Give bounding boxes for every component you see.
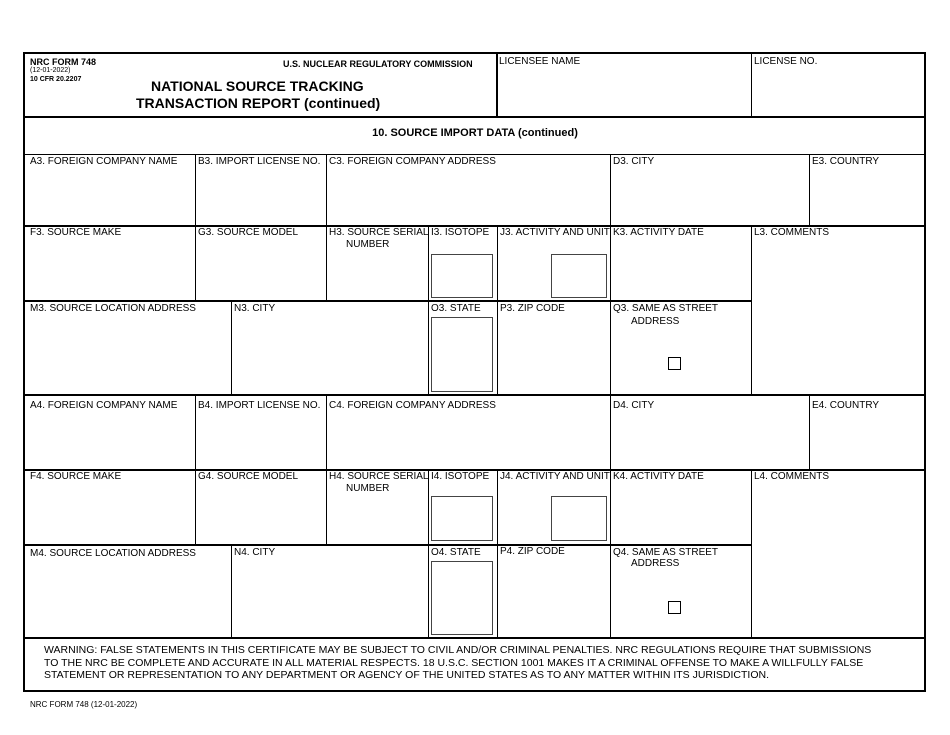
g3-row2-rule — [24, 300, 751, 302]
form-date: (12-01-2022) — [30, 67, 71, 74]
g4-activity-date-label: K4. ACTIVITY DATE — [613, 471, 704, 482]
g3-source-serial-field[interactable] — [328, 253, 426, 298]
g4-foreign-company-name-label: A4. FOREIGN COMPANY NAME — [30, 400, 178, 411]
g3-row1-divider-3 — [610, 154, 611, 225]
g3-location-city-label: N3. CITY — [234, 303, 276, 314]
g4-city-label: D4. CITY — [613, 400, 655, 411]
licensee-name-label: LICENSEE NAME — [499, 56, 581, 67]
g4-row1-divider-3 — [610, 395, 611, 469]
g3-row2-divider-4 — [497, 226, 498, 300]
g3-import-license-field[interactable] — [197, 170, 324, 224]
g4-source-serial-label: H4. SOURCE SERIAL — [329, 471, 429, 482]
g3-country-label: E3. COUNTRY — [812, 156, 880, 167]
g4-state-label: O4. STATE — [431, 547, 481, 558]
g4-row1-divider-2 — [326, 395, 327, 469]
g4-activity-unit-label: J4. ACTIVITY AND UNIT — [500, 471, 610, 482]
warning-text-line1: WARNING: FALSE STATEMENTS IN THIS CERTIFICATE MAY BE SUBJECT TO CIVIL AND/OR CRIMINAL PENALTIES. NRC REGULATIONS REQUIRE THAT SUBMISSIONS — [44, 644, 872, 656]
g4-source-location-field[interactable] — [25, 562, 229, 635]
g4-source-make-label: F4. SOURCE MAKE — [30, 471, 122, 482]
g3-zip-field[interactable] — [499, 317, 608, 392]
header-divider-2 — [751, 53, 752, 117]
g3-zip-label: P3. ZIP CODE — [500, 303, 565, 314]
warning-top-rule — [24, 637, 926, 639]
g3-source-make-label: F3. SOURCE MAKE — [30, 227, 122, 238]
g3-state-field[interactable] — [431, 317, 493, 392]
g4-comments-label: L4. COMMENTS — [754, 471, 830, 482]
g3-row1-divider-2 — [326, 154, 327, 225]
footer-form-id: NRC FORM 748 (12-01-2022) — [30, 700, 138, 709]
g3-row1-divider-4 — [809, 154, 810, 225]
g4-city-field[interactable] — [612, 414, 807, 468]
g3-row2-divider-5 — [610, 226, 611, 394]
g3-same-as-street-label: Q3. SAME AS STREET — [613, 303, 719, 314]
cfr-reference: 10 CFR 20.2207 — [30, 76, 82, 83]
g4-country-field[interactable] — [811, 414, 923, 468]
g4-row3-divider-1 — [231, 545, 232, 637]
g4-location-city-field[interactable] — [233, 562, 426, 635]
g4-row2-divider-5 — [610, 470, 611, 637]
g3-location-city-field[interactable] — [233, 317, 426, 392]
g4-foreign-company-address-field[interactable] — [328, 414, 608, 468]
g4-row3-divider-2 — [428, 545, 429, 637]
g3-same-as-street-checkbox[interactable] — [668, 357, 681, 370]
g3-source-make-field[interactable] — [25, 241, 193, 298]
g4-row2-rule — [24, 544, 751, 546]
g3-row2-divider-1 — [195, 226, 196, 300]
g3-foreign-company-address-field[interactable] — [328, 170, 608, 224]
g3-city-label: D3. CITY — [613, 156, 655, 167]
g3-foreign-company-name-field[interactable] — [25, 170, 193, 224]
g4-foreign-company-address-label: C4. FOREIGN COMPANY ADDRESS — [329, 400, 496, 411]
g3-row3-divider-2 — [428, 301, 429, 394]
g3-source-serial-label-2: NUMBER — [346, 239, 390, 250]
agency-name: U.S. NUCLEAR REGULATORY COMMISSION — [283, 59, 473, 69]
g3-country-field[interactable] — [811, 170, 923, 224]
g3-row2-divider-6 — [751, 226, 752, 394]
section-title: 10. SOURCE IMPORT DATA (continued) — [372, 127, 578, 139]
form-title-line2: TRANSACTION REPORT (continued) — [136, 95, 381, 111]
g4-row3-divider-3 — [497, 545, 498, 637]
g4-row2-divider-4 — [497, 470, 498, 544]
g3-state-label: O3. STATE — [431, 303, 481, 314]
g4-import-license-label: B4. IMPORT LICENSE NO. — [198, 400, 321, 411]
g4-source-model-field[interactable] — [197, 485, 324, 542]
g3-activity-unit-label: J3. ACTIVITY AND UNIT — [500, 227, 610, 238]
license-no-label: LICENSE NO. — [754, 56, 818, 67]
group-separator-rule — [24, 394, 926, 396]
g3-import-license-label: B3. IMPORT LICENSE NO. — [198, 156, 321, 167]
g3-source-model-label: G3. SOURCE MODEL — [198, 227, 299, 238]
g4-zip-label: P4. ZIP CODE — [500, 546, 565, 557]
warning-text-line2: TO THE NRC BE COMPLETE AND ACCURATE IN ALL MATERIAL RESPECTS. 18 U.S.C. SECTION 1001 MAKES IT A CRIMINAL OFFENSE TO MAKE A WILLFULLY FALSE — [44, 657, 864, 669]
g3-comments-field[interactable] — [753, 241, 923, 391]
g4-source-serial-label-2: NUMBER — [346, 483, 390, 494]
g3-row3-divider-1 — [231, 301, 232, 394]
g4-location-city-label: N4. CITY — [234, 547, 276, 558]
g4-row1-divider-1 — [195, 395, 196, 469]
g4-same-as-street-checkbox[interactable] — [668, 601, 681, 614]
g4-row2-divider-6 — [751, 470, 752, 637]
g3-activity-unit-field[interactable] — [551, 254, 607, 298]
form-title-line1: NATIONAL SOURCE TRACKING — [151, 78, 364, 94]
g3-source-location-label: M3. SOURCE LOCATION ADDRESS — [30, 303, 196, 314]
licensee-name-field[interactable] — [498, 70, 750, 114]
g3-source-location-field[interactable] — [25, 317, 229, 392]
g3-activity-date-label: K3. ACTIVITY DATE — [613, 227, 704, 238]
g4-comments-field[interactable] — [753, 485, 923, 635]
g4-row2-divider-1 — [195, 470, 196, 544]
g4-country-label: E4. COUNTRY — [812, 400, 880, 411]
section-title-rule — [24, 154, 926, 155]
g3-comments-label: L3. COMMENTS — [754, 227, 830, 238]
g3-row3-divider-3 — [497, 301, 498, 394]
g4-activity-unit-field[interactable] — [551, 496, 607, 541]
g4-row1-divider-4 — [809, 395, 810, 469]
g4-zip-field[interactable] — [499, 561, 608, 635]
header-bottom-rule — [24, 116, 926, 118]
g3-foreign-company-address-label: C3. FOREIGN COMPANY ADDRESS — [329, 156, 496, 167]
g3-source-model-field[interactable] — [197, 241, 324, 298]
g4-same-as-street-label: Q4. SAME AS STREET — [613, 547, 719, 558]
g3-foreign-company-name-label: A3. FOREIGN COMPANY NAME — [30, 156, 178, 167]
g4-state-field[interactable] — [431, 561, 493, 635]
g3-isotope-field[interactable] — [431, 254, 493, 298]
g4-source-location-label: M4. SOURCE LOCATION ADDRESS — [30, 548, 196, 559]
g4-source-serial-field[interactable] — [328, 497, 426, 542]
g3-row1-divider-1 — [195, 154, 196, 225]
g4-isotope-label: I4. ISOTOPE — [431, 471, 490, 482]
g4-foreign-company-name-field[interactable] — [25, 414, 193, 468]
g3-city-field[interactable] — [612, 170, 807, 224]
g4-source-make-field[interactable] — [25, 485, 193, 542]
g4-source-model-label: G4. SOURCE MODEL — [198, 471, 299, 482]
form-id: NRC FORM 748 — [30, 57, 97, 67]
g3-activity-date-field[interactable] — [612, 241, 749, 298]
g4-isotope-field[interactable] — [431, 496, 493, 541]
g3-row2-divider-2 — [326, 226, 327, 300]
license-no-field[interactable] — [753, 70, 923, 114]
g4-row2-divider-2 — [326, 470, 327, 544]
warning-text-line3: STATEMENT OR REPRESENTATION TO ANY DEPARTMENT OR AGENCY OF THE UNITED STATES AS TO ANY MATTER WITHIN ITS JURISDICTION. — [44, 669, 769, 681]
g3-same-as-street-label-2: ADDRESS — [631, 316, 680, 327]
g3-isotope-label: I3. ISOTOPE — [431, 227, 490, 238]
g4-activity-date-field[interactable] — [612, 485, 749, 542]
g4-same-as-street-label-2: ADDRESS — [631, 558, 680, 569]
g4-import-license-field[interactable] — [197, 414, 324, 468]
g3-source-serial-label: H3. SOURCE SERIAL — [329, 227, 429, 238]
